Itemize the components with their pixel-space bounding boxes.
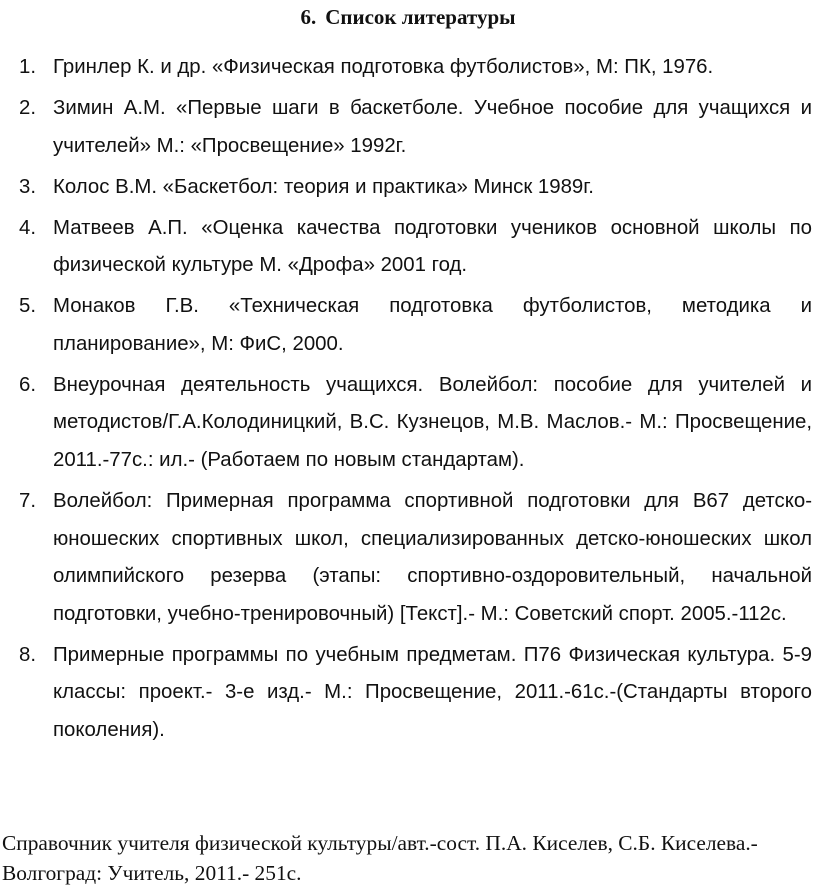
reference-text: Колос В.М. «Баскетбол: теория и практика» Минск 1989г.: [53, 175, 594, 198]
reference-item: [0, 483, 816, 633]
reference-text: Зимин А.М. «Первые шаги в баскетболе. Учебное пособие для учащихся и учителей» М.: «Просвещение» 1992г.: [53, 97, 812, 157]
reference-text: Примерные программы по учебным предметам. П76 Физическая культура. 5-9 классы: проект.- 3-е изд.- М.: Просвещение, 2011.-61с.-(Стандарты второго поколения).: [53, 643, 812, 741]
reference-text: Волейбол: Примерная программа спортивной подготовки для В67 детско-юношеских спортивных школ, специализированных детско-юношеских школ олимпийского резерва (этапы: спортивно-оздоровительный, начальной подготовки, учебно-тренировочный) [Текст].- М.: Советский спорт. 2005.-112с.: [53, 490, 812, 625]
reference-item: [0, 367, 816, 480]
reference-item: [0, 90, 816, 165]
reference-item: [0, 169, 816, 207]
reference-item: [0, 210, 816, 285]
section-number: 6.: [300, 5, 317, 29]
reference-number: 1.: [19, 56, 37, 78]
reference-text: Внеурочная деятельность учащихся. Волейбол: пособие для учителей и методистов/Г.А.Колодиницкий, В.С. Кузнецов, М.В. Маслов.- М.: Просвещение, 2011.-77с.: ил.- (Работаем по новым стандартам).: [53, 373, 812, 471]
reference-number: 8.: [19, 643, 37, 666]
section-heading: [0, 2, 816, 32]
reference-number: 2.: [19, 97, 37, 120]
reference-number: 7.: [19, 490, 37, 513]
reference-number: 6.: [19, 373, 37, 396]
reference-text: Монаков Г.В. «Техническая подготовка футболистов, методика и планирование», М: ФиС, 2000.: [53, 295, 812, 355]
reference-item: [0, 49, 816, 87]
section-title: Список литературы: [325, 5, 516, 29]
footer-reference: Справочник учителя физической культуры/авт.-сост. П.А. Киселев, С.Б. Киселева.- Волгоград: Учитель, 2011.- 251с.: [2, 831, 758, 885]
reference-number: 4.: [19, 216, 37, 239]
reference-text: Гринлер К. и др. «Физическая подготовка футболистов», М: ПК, 1976.: [53, 56, 714, 78]
reference-item: [0, 637, 816, 750]
reference-list: [0, 49, 816, 753]
reference-item: [0, 288, 816, 363]
reference-number: 3.: [19, 175, 37, 198]
reference-text: Матвеев А.П. «Оценка качества подготовки учеников основной школы по физической культуре М. «Дрофа» 2001 год.: [53, 216, 812, 277]
reference-number: 5.: [19, 295, 37, 318]
